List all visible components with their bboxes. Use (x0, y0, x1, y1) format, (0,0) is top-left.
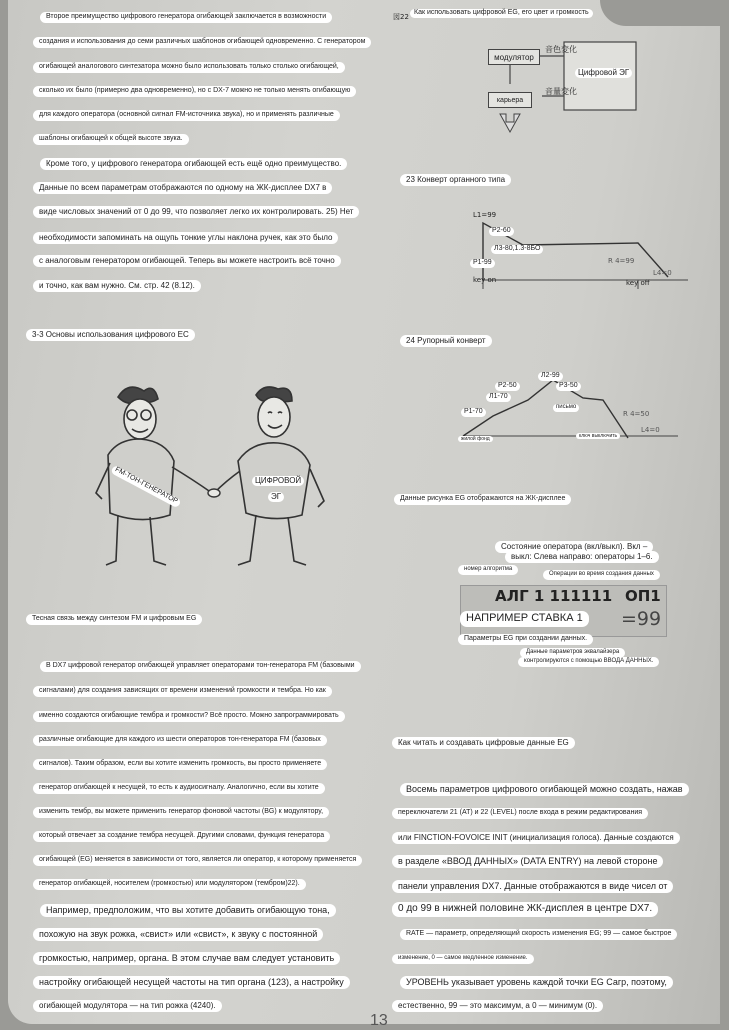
left-intro-line: огибающей аналогового синтезатора можно было использовать только столько огибающей, (33, 62, 345, 73)
fig24-p1: P1-70 (461, 408, 486, 417)
left-body-line: генератор огибающей, носителем (громкостью) или модулятором (тембром)22). (33, 879, 306, 890)
left-intro-line: сколько их было (примерно два одновременно), но с DX-7 можно не только менять огибающую (33, 86, 356, 97)
book-page (8, 0, 720, 1029)
left-character-figure (96, 387, 212, 565)
page-corner-shadow (600, 0, 720, 26)
section-heading-basics: 3-3 Основы использования цифрового ЕС (26, 329, 195, 341)
right-shirt-label-line1: ЦИФРОВОЙ (252, 476, 304, 486)
lcd-operator-state-line1: Состояние оператора (вкл/выкл). Вкл – (495, 541, 653, 553)
left-intro-line: Второе преимущество цифрового генератора огибающей заключается в возможности (40, 12, 332, 23)
left-shirt-label: FM-ТОН-ГЕНЕРАТОР (110, 465, 181, 508)
left-example-line: громкостью, например, органа. В этом случае вам следует установить (33, 952, 340, 965)
lcd-ops-while-creating: Операции во время создания данных (543, 570, 660, 580)
fig22-volume-label: 音量変化 (545, 87, 577, 96)
right-shirt-label-line2: ЭГ (268, 492, 284, 502)
left-advantage-line: Данные по всем параметрам отображаются по одному на ЖК-дисплее DX7 в (33, 182, 332, 194)
fig24-letter: письмо (553, 404, 579, 412)
lcd-line1-left: АЛГ 1 111111 (495, 587, 613, 605)
right-body-line: в разделе «ВВОД ДАННЫХ» (DATA ENTRY) на левой стороне (392, 855, 663, 868)
fig24-l1: Л1-70 (486, 393, 511, 402)
left-advantage-line: виде числовых значений от 0 до 99, что позволяет легко их контролировать. 25) Нет (33, 206, 359, 218)
left-body-line: именно создаются огибающие тембра и громкости? Всё просто. Можно запрограммировать (33, 711, 345, 722)
fig23-p2: P2-60 (489, 227, 514, 236)
left-body-line: сигналов). Таким образом, если вы хотите изменить громкость, вы просто применяете (33, 759, 327, 770)
fig24-keyoff: ключ выключить (576, 433, 620, 439)
left-intro-line: создания и использования до семи различных шаблонов огибающей одновременно. С генератором (33, 37, 371, 48)
fig23-r4: R 4=99 (608, 257, 635, 265)
left-body-line: огибающей (EG) меняется в зависимости от того, является ли оператор, к которому применяется (33, 855, 362, 866)
left-body-line: сигналами) для создания зависящих от времени изменений громкости и тембра. Но как (33, 686, 332, 697)
left-body-line: изменить тембр, вы можете применить генератор фоновой частоты (BG) к модулятору, (33, 807, 329, 818)
right-body-line: или FINCTION-FOVOICE INIT (инициализация голоса). Данные создаются (392, 832, 680, 844)
section-heading-reading-eg: Как читать и создавать цифровые данные EG (392, 737, 575, 749)
fig22-digital-eg-label: Цифровой ЭГ (575, 68, 632, 78)
right-body-line: переключатели 21 (AT) и 22 (LEVEL) после входа в режим редактирования (392, 808, 648, 819)
lcd-eq-params-line2: контролируются с помощью ВВОДА ДАННЫХ. (518, 657, 659, 667)
fig22-title: Как использовать цифровой EG, его цвет и громкость (410, 9, 593, 18)
right-rate-line: RATE — параметр, определяющий скорость изменения EG; 99 — самое быстрое (400, 929, 677, 940)
fig24-title: 24 Рупорный конверт (400, 335, 492, 347)
fig23-l4: L4=0 (653, 269, 672, 277)
right-rate-line: изменение, 0 — самое медленное изменение. (392, 954, 534, 964)
lcd-eg-params: Параметры EG при создании данных. (458, 634, 593, 645)
fig22-modulator-box: модулятор (488, 49, 540, 65)
fig23-l1: L1=99 (473, 211, 497, 219)
left-example-line: огибающей модулятора — на тип рожка (4240). (33, 1000, 222, 1012)
left-body-line: В DX7 цифровой генератор огибающей управляет операторами тон-генератора FM (базовыми (40, 661, 361, 672)
lcd-operator-state-line2: выкл: Слева направо: операторы 1–6. (505, 551, 659, 563)
fig22-timbre-label: 音色変化 (545, 45, 577, 54)
left-example-line: Например, предположим, что вы хотите добавить огибающую тона, (40, 904, 336, 917)
fig24-r4: R 4=50 (623, 410, 650, 418)
lcd-figure-caption: Данные рисунка EG отображаются на ЖК-дисплее (394, 494, 571, 505)
fig22-label: 図22 (393, 13, 409, 21)
left-body-line: различные огибающие для каждого из шести операторов тон-генератора FM (базовых (33, 735, 327, 746)
lcd-line2-right: =99 (621, 608, 662, 630)
lcd-line2-left: НАПРИМЕР СТАВКА 1 (460, 611, 589, 627)
fig23-keyon: key on (473, 276, 497, 284)
illustration-caption: Тесная связь между синтезом FM и цифровым EG (26, 614, 202, 625)
left-example-line: настройку огибающей несущей частоты на тип органа (123), а настройку (33, 976, 350, 989)
lcd-algorithm-number: номер алгоритма (458, 565, 518, 575)
fig24-p3: P3-50 (556, 382, 581, 391)
lcd-line1-right: ОП1 (625, 587, 661, 605)
right-body-line: панели управления DX7. Данные отображаются в виде чисел от (392, 880, 673, 893)
fig24-living: жилой фонд (458, 436, 493, 442)
fig23-keyoff: key off (626, 279, 650, 287)
fig24-l2: Л2-99 (538, 372, 563, 381)
left-body-line: который отвечает за создание тембра несущей. Другими словами, функция генератора (33, 831, 330, 842)
left-advantage-line: Кроме того, у цифрового генератора огибающей есть ещё одно преимущество. (40, 158, 347, 170)
left-body-line: генератор огибающей к несущей, то есть к аудиосигналу. Аналогично, если вы хотите (33, 783, 325, 794)
left-intro-line: шаблоны огибающей к общей высоте звука. (33, 134, 189, 145)
right-body-line: Восемь параметров цифрового огибающей можно создать, нажав (400, 783, 689, 796)
left-intro-line: для каждого оператора (основной сигнал FM-источника звука), но и применять различные (33, 110, 340, 121)
right-level-line: УРОВЕНЬ указывает уровень каждой точки EG Сагр, поэтому, (400, 976, 673, 989)
right-level-line: естественно, 99 — это максимум, а 0 — минимум (0). (392, 1000, 603, 1012)
lcd-eq-params-line1: Данные параметров эквалайзера (520, 648, 625, 658)
fig22-carrier-box: карьера (488, 92, 532, 108)
left-advantage-line: и точно, как вам нужно. См. стр. 42 (8.12). (33, 280, 201, 292)
fig24-l4: L4=0 (641, 426, 660, 434)
fig23-l3: Л3-80,1.3-8БО (491, 245, 543, 254)
right-body-line: 0 до 99 в нижней половине ЖК-дисплея в центре DX7. (392, 902, 658, 917)
left-advantage-line: с аналоговым генератором огибающей. Теперь вы можете настроить всё точно (33, 255, 341, 267)
left-example-line: похожую на звук рожка, «свист» или «свист», к звуку с постоянной (33, 928, 323, 941)
fig23-p1: P1-99 (470, 259, 495, 268)
fig24-p2: P2-50 (495, 382, 520, 391)
left-advantage-line: необходимости запоминать на ощупь тонкие углы наклона ручек, как это было (33, 232, 338, 244)
page-number: 13 (370, 1012, 388, 1029)
fig23-title: 23 Конверт органного типа (400, 174, 511, 186)
